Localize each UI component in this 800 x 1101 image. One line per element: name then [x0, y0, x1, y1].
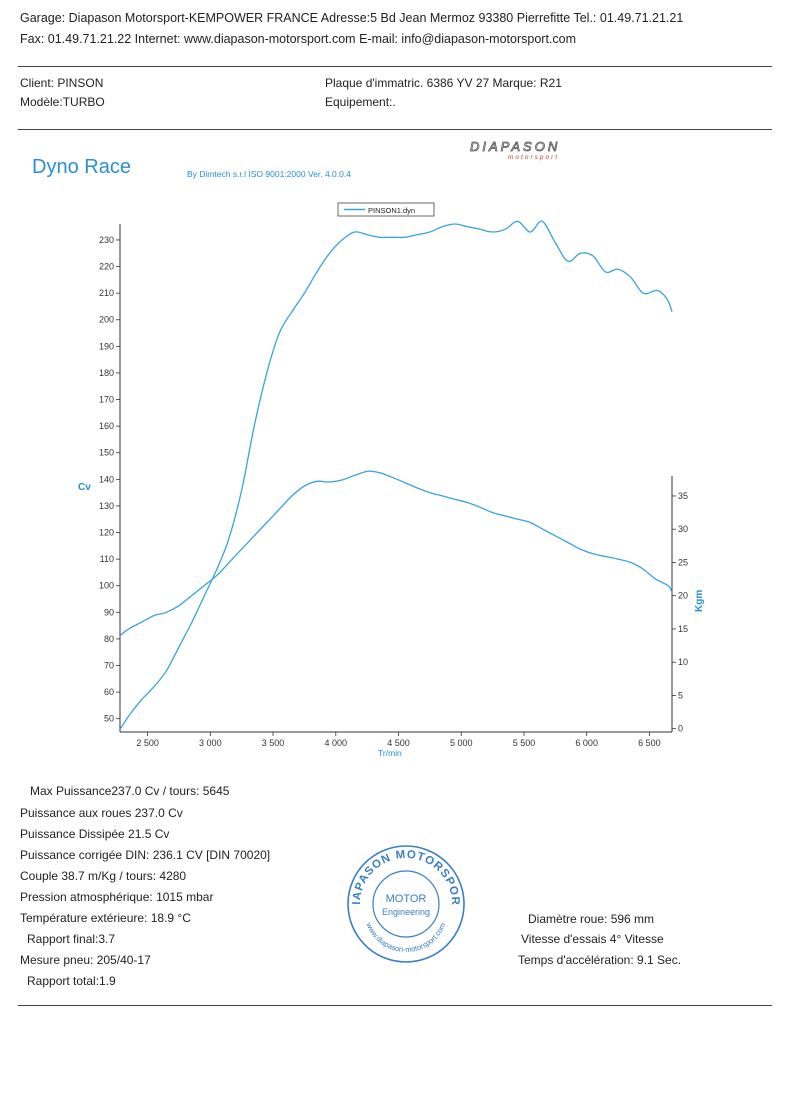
x-tick-label: 3 500	[261, 738, 285, 748]
client-name: Client: PINSON	[20, 76, 104, 90]
x-tick-label: 5 000	[449, 738, 473, 748]
total-ratio: Rapport total:1.9	[27, 974, 116, 988]
x-axis-label: Tr/min	[378, 748, 402, 758]
y-left-tick-label: 210	[98, 288, 114, 299]
contact-info-line: Fax: 01.49.71.21.22 Internet: www.diapason-motorsport.com E-mail: info@diapason-motorsport.com	[20, 32, 577, 46]
y-right-tick-label: 0	[678, 723, 684, 734]
pressure: Pression atmosphérique: 1015 mbar	[20, 890, 214, 904]
y-axis-label-left: Cv	[78, 482, 91, 493]
y-left-tick-label: 60	[103, 687, 114, 698]
divider	[18, 66, 772, 67]
power-curve	[120, 221, 672, 729]
divider	[18, 129, 772, 130]
chart-legend	[338, 203, 434, 216]
x-tick-label: 2 500	[136, 738, 159, 748]
torque: Couple 38.7 m/Kg / tours: 4280	[20, 869, 187, 883]
y-left-tick-label: 170	[98, 394, 114, 405]
y-left-tick-label: 70	[103, 660, 114, 671]
wheel-power: Puissance aux roues 237.0 Cv	[20, 806, 183, 820]
din-power: Puissance corrigée DIN: 236.1 CV [DIN 70020]	[20, 848, 271, 862]
company-stamp	[344, 842, 468, 966]
diapason-logo	[468, 138, 603, 162]
svg-text:www.diapason-motorsport.com: www.diapason-motorsport.com	[364, 921, 448, 955]
y-left-tick-label: 110	[99, 554, 114, 565]
svg-text:DIAPASON: DIAPASON	[470, 139, 561, 154]
divider	[18, 1005, 772, 1006]
y-left-tick-label: 120	[98, 527, 114, 538]
dyno-chart	[0, 200, 800, 760]
x-tick-label: 5 500	[512, 738, 536, 748]
y-left-tick-label: 50	[103, 713, 114, 724]
dissipated-power: Puissance Dissipée 21.5 Cv	[20, 827, 170, 841]
y-right-tick-label: 30	[678, 524, 689, 535]
x-tick-label: 4 500	[387, 738, 410, 748]
y-left-tick-label: 90	[103, 607, 114, 618]
legend-label: PINSON1.dyn	[368, 206, 416, 215]
final-ratio: Rapport final:3.7	[27, 932, 116, 946]
y-left-tick-label: 100	[98, 580, 114, 591]
wheel-diameter: Diamètre roue: 596 mm	[528, 912, 655, 926]
y-left-tick-label: 130	[98, 500, 114, 511]
x-tick-label: 6 000	[575, 738, 598, 748]
vehicle-model: Modèle:TURBO	[20, 95, 105, 109]
y-left-tick-label: 140	[98, 474, 114, 485]
tyre-size: Mesure pneu: 205/40-17	[20, 953, 151, 967]
y-left-tick-label: 180	[98, 367, 114, 378]
torque-curve	[120, 471, 672, 636]
y-right-tick-label: 10	[678, 657, 689, 668]
svg-text:motorsport: motorsport	[508, 154, 560, 161]
x-tick-label: 4 000	[324, 738, 348, 748]
test-gear: Vitesse d'essais 4° Vitesse	[521, 932, 664, 946]
y-right-tick-label: 15	[678, 623, 689, 634]
app-version: By Dimtech s.r.l ISO 9001:2000 Ver. 4.0.0.4	[187, 169, 351, 179]
y-left-tick-label: 150	[98, 447, 114, 458]
x-tick-label: 3 000	[199, 738, 222, 748]
y-axis-label-right: Kgm	[694, 589, 705, 612]
svg-text:DIAPASON MOTORSPORT: IAPASON MOTORSPOR	[350, 848, 462, 907]
y-left-tick-label: 160	[98, 421, 114, 432]
y-right-tick-label: 20	[678, 590, 689, 601]
acceleration-time: Temps d'accélération: 9.1 Sec.	[518, 953, 682, 967]
y-left-tick-label: 200	[98, 314, 114, 325]
max-power: Max Puissance237.0 Cv / tours: 5645	[30, 784, 230, 798]
garage-info-line: Garage: Diapason Motorsport-KEMPOWER FRANCE Adresse:5 Bd Jean Mermoz 93380 Pierrefitte Tel.: 01.49.71.21.21	[20, 11, 684, 25]
x-tick-label: 6 500	[638, 738, 661, 748]
stamp-center-1: MOTOR	[385, 893, 427, 905]
y-left-tick-label: 220	[98, 261, 114, 272]
plate-brand: Plaque d'immatric. 6386 YV 27 Marque: R21	[325, 76, 562, 90]
equipment: Equipement:.	[325, 95, 396, 109]
y-right-tick-label: 35	[678, 490, 689, 501]
stamp-center-2: Engineering	[381, 907, 431, 917]
y-left-tick-label: 80	[103, 633, 114, 644]
app-title: Dyno Race	[32, 156, 131, 178]
y-right-tick-label: 5	[678, 690, 684, 701]
y-left-tick-label: 230	[98, 234, 114, 245]
y-left-tick-label: 190	[98, 341, 114, 352]
temperature: Température extérieure: 18.9 °C	[20, 911, 191, 925]
y-right-tick-label: 25	[678, 557, 689, 568]
